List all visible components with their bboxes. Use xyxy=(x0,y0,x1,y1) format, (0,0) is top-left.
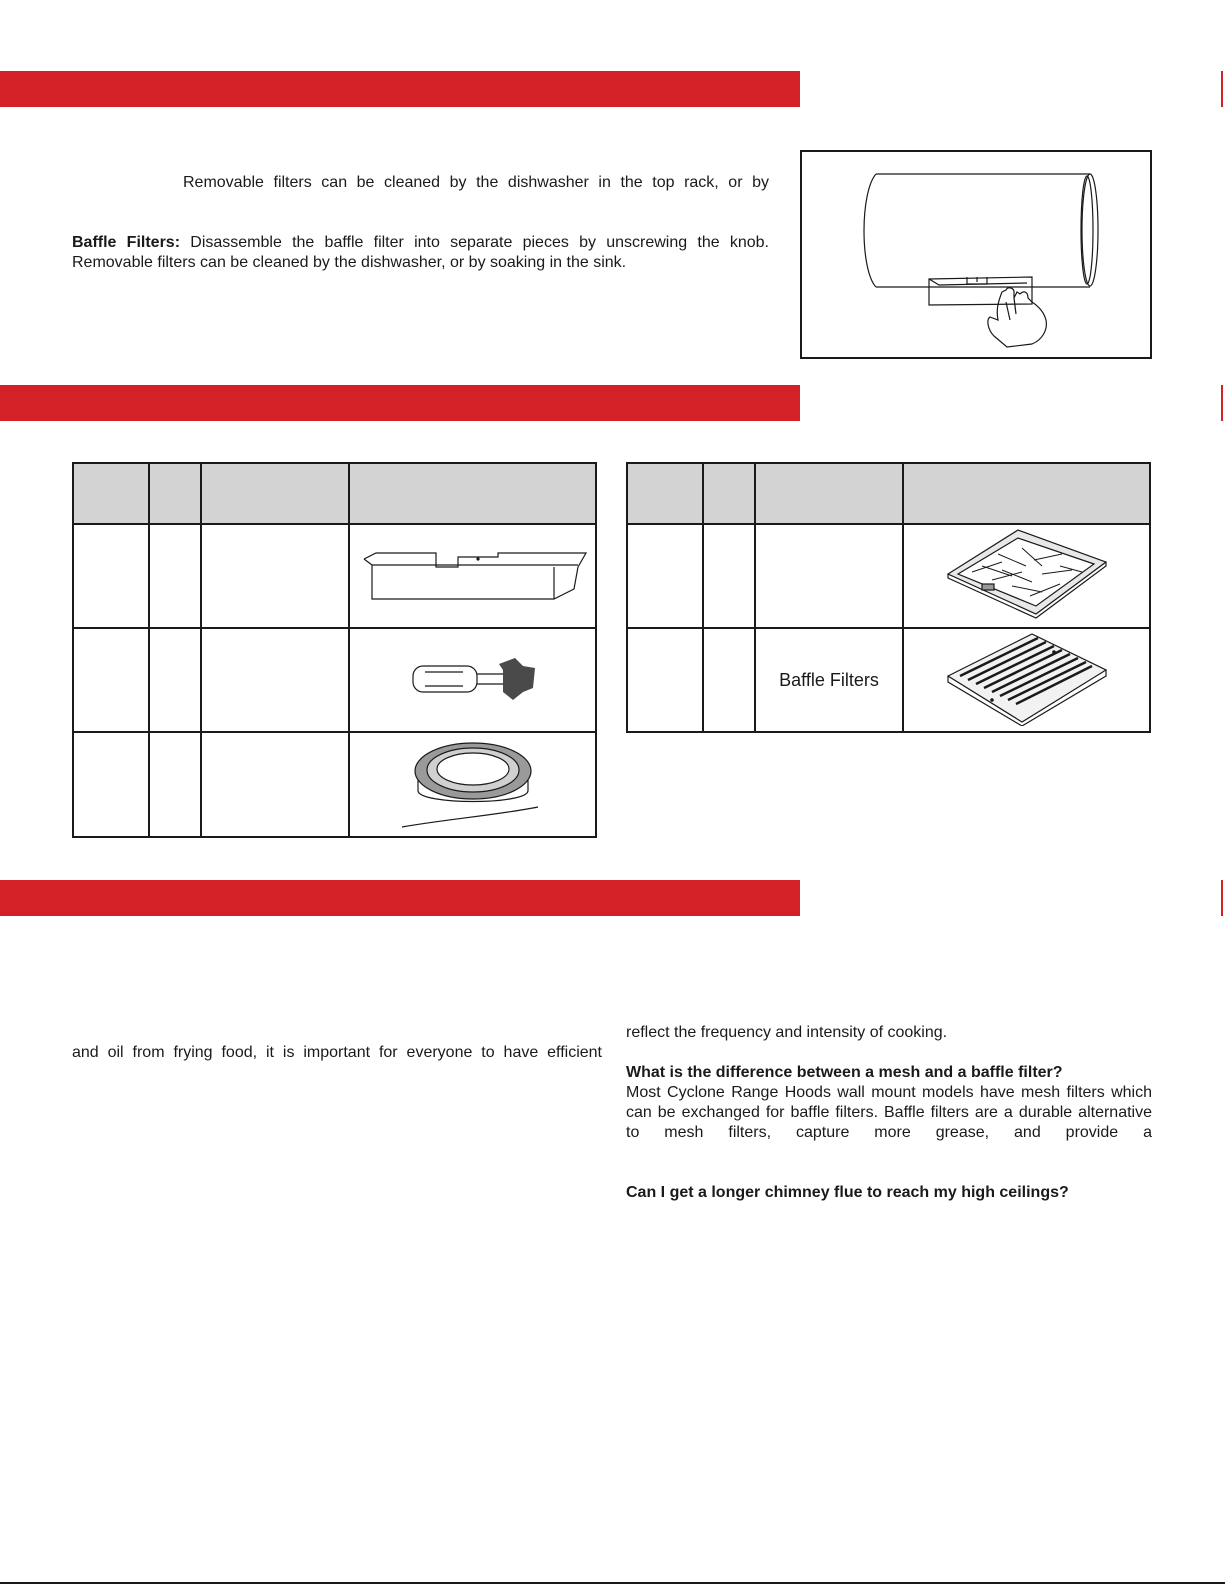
table-row xyxy=(73,524,596,628)
table-header-row xyxy=(73,463,596,524)
table-cell xyxy=(903,524,1150,628)
faq-answer-mesh-vs-baffle: Most Cyclone Range Hoods wall mount models have mesh filters which can be exchanged for baffle filters. Baffle filters are a durable alternative to mesh filters, capture more grease, and provide a xyxy=(626,1084,1152,1141)
oil-cup-drawing xyxy=(358,539,588,609)
baffle-filters-label: Baffle Filters xyxy=(779,669,879,690)
table-cell xyxy=(73,732,149,837)
table-cell xyxy=(201,732,349,837)
table-cell xyxy=(627,628,703,732)
table-cell xyxy=(703,628,755,732)
faq-right-intro: reflect the frequency and intensity of cooking. xyxy=(626,1024,948,1041)
header-cell xyxy=(73,463,149,524)
table-cell xyxy=(349,524,596,628)
table-row xyxy=(627,628,1150,732)
table-cell xyxy=(201,524,349,628)
faq-left-text: and oil from frying food, it is important for everyone to have efficient xyxy=(72,1044,602,1061)
header-cell xyxy=(627,463,703,524)
header-cell xyxy=(201,463,349,524)
table-cell xyxy=(201,628,349,732)
halogen-bulb-drawing xyxy=(403,648,543,708)
table-row xyxy=(627,524,1150,628)
table-cell xyxy=(73,524,149,628)
section-bar-edge-tick xyxy=(1221,71,1223,107)
table-cell xyxy=(349,732,596,837)
table-row xyxy=(73,732,596,837)
faq-question-chimney-flue: Can I get a longer chimney flue to reach my high ceilings? xyxy=(626,1184,1069,1201)
filter-removal-illustration xyxy=(800,150,1152,359)
section-bar-edge-tick xyxy=(1221,385,1223,421)
parts-name-cell xyxy=(755,628,903,732)
header-cell xyxy=(703,463,755,524)
table-cell xyxy=(149,628,201,732)
table-cell xyxy=(755,524,903,628)
section-bar-filters xyxy=(0,71,800,107)
baffle-filter-text: Disassemble the baffle filter into separate pieces by unscrewing the knob. Removable filters can be cleaned by the dishwasher, or by soaking in the sink. xyxy=(72,234,769,271)
section-bar-edge-tick xyxy=(1221,880,1223,916)
parts-table-right xyxy=(626,462,1151,733)
hood-filter-removal-drawing xyxy=(802,152,1150,357)
table-header-row xyxy=(627,463,1150,524)
header-cell xyxy=(349,463,596,524)
table-row xyxy=(73,628,596,732)
led-light-drawing xyxy=(388,733,558,831)
filter-cleaning-paragraph: Removable filters can be cleaned by the dishwasher in the top rack, or by xyxy=(183,174,769,191)
baffle-filter-drawing xyxy=(942,630,1112,726)
section-bar-faq xyxy=(0,880,800,916)
header-cell xyxy=(149,463,201,524)
baffle-filter-paragraph xyxy=(72,233,769,273)
section-bar-parts xyxy=(0,385,800,421)
faq-question-mesh-vs-baffle: What is the difference between a mesh and a baffle filter? xyxy=(626,1064,1063,1081)
header-cell xyxy=(903,463,1150,524)
header-cell xyxy=(755,463,903,524)
table-cell xyxy=(149,732,201,837)
table-cell xyxy=(627,524,703,628)
parts-table-left xyxy=(72,462,597,838)
table-cell xyxy=(149,524,201,628)
table-cell xyxy=(903,628,1150,732)
table-cell xyxy=(73,628,149,732)
table-cell xyxy=(349,628,596,732)
table-cell xyxy=(703,524,755,628)
baffle-filter-heading: Baffle Filters: xyxy=(72,234,181,251)
page-bottom-rule xyxy=(0,1582,1225,1584)
mesh-filter-drawing xyxy=(942,526,1112,622)
